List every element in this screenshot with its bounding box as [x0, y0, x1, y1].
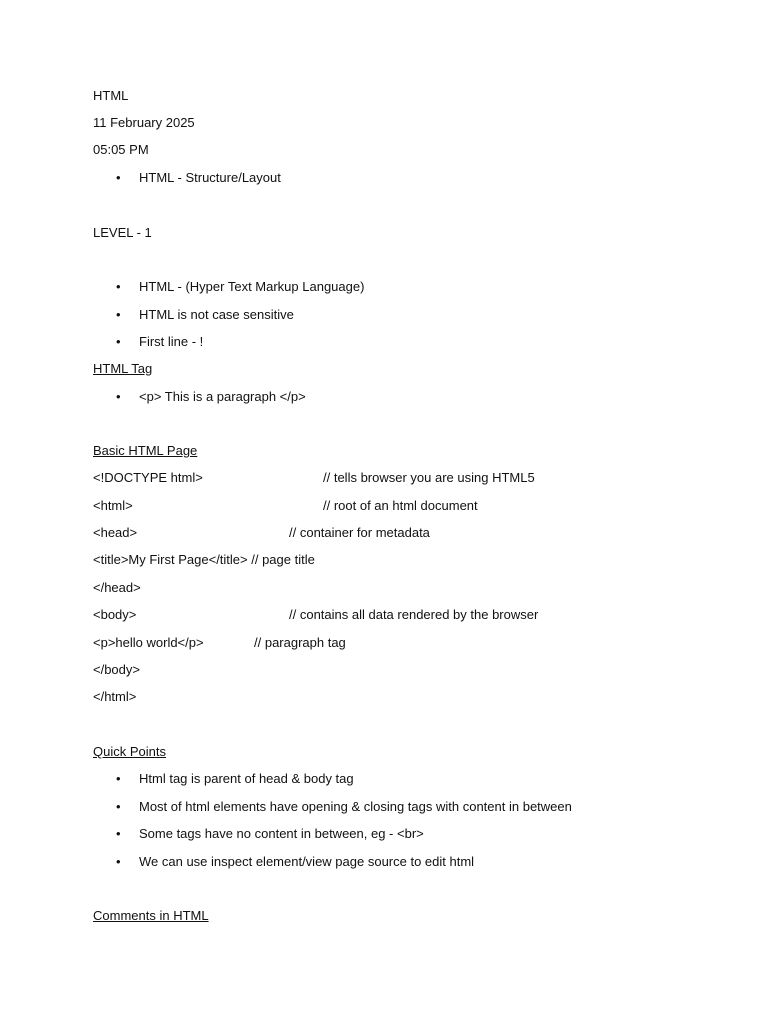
- basic-page-heading: Basic HTML Page: [93, 443, 198, 458]
- list-item: HTML - Structure/Layout: [139, 170, 281, 185]
- level-heading: LEVEL - 1: [93, 225, 152, 240]
- code-line: <!DOCTYPE html>: [93, 470, 203, 485]
- list-item: Some tags have no content in between, eg - <br>: [139, 826, 424, 841]
- list-item: First line - !: [139, 334, 204, 349]
- code-line: <title>My First Page</title> // page title: [93, 552, 315, 567]
- note-time: 05:05 PM: [93, 142, 149, 157]
- bullet-icon: •: [116, 854, 121, 869]
- code-comment: // root of an html document: [323, 498, 478, 513]
- code-line: <html>: [93, 498, 133, 513]
- bullet-icon: •: [116, 170, 121, 185]
- code-line: <p>hello world</p>: [93, 635, 204, 650]
- list-item: <p> This is a paragraph </p>: [139, 389, 306, 404]
- bullet-icon: •: [116, 334, 121, 349]
- comments-heading: Comments in HTML: [93, 908, 209, 923]
- code-line: </head>: [93, 580, 141, 595]
- code-line: </body>: [93, 662, 140, 677]
- bullet-icon: •: [116, 799, 121, 814]
- bullet-icon: •: [116, 279, 121, 294]
- code-line: </html>: [93, 689, 137, 704]
- list-item: HTML is not case sensitive: [139, 307, 294, 322]
- list-item: Most of html elements have opening & closing tags with content in between: [139, 799, 572, 814]
- quick-points-heading: Quick Points: [93, 744, 166, 759]
- bullet-icon: •: [116, 771, 121, 786]
- note-date: 11 February 2025: [93, 115, 195, 130]
- code-comment: // tells browser you are using HTML5: [323, 470, 535, 485]
- code-line: <body>: [93, 607, 137, 622]
- note-title: HTML: [93, 88, 129, 103]
- list-item: We can use inspect element/view page source to edit html: [139, 854, 475, 869]
- code-comment: // paragraph tag: [254, 635, 346, 650]
- code-comment: // container for metadata: [289, 525, 430, 540]
- bullet-icon: •: [116, 307, 121, 322]
- list-item: HTML - (Hyper Text Markup Language): [139, 279, 365, 294]
- code-line: <head>: [93, 525, 138, 540]
- list-item: Html tag is parent of head & body tag: [139, 771, 354, 786]
- html-tag-heading: HTML Tag: [93, 361, 153, 376]
- bullet-icon: •: [116, 826, 121, 841]
- bullet-icon: •: [116, 389, 121, 404]
- code-comment: // contains all data rendered by the browser: [289, 607, 539, 622]
